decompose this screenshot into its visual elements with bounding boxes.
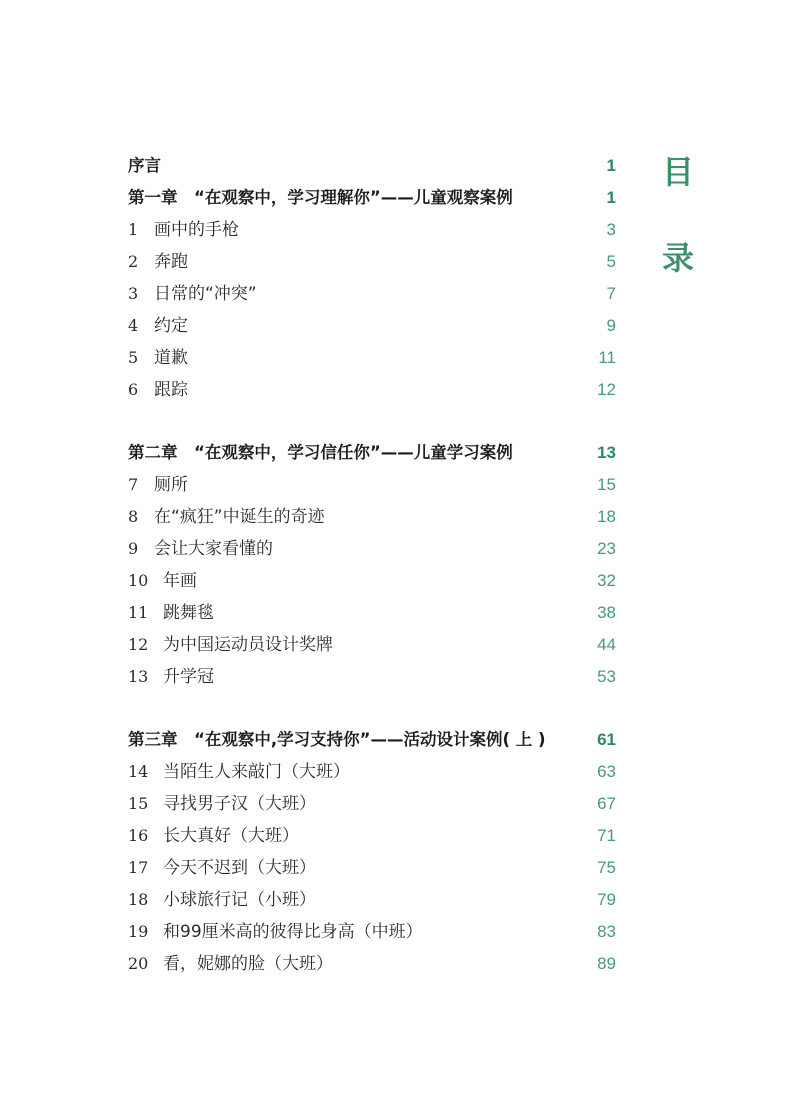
toc-item-number: 15 bbox=[128, 794, 149, 813]
toc-page-number: 67 bbox=[597, 794, 616, 813]
toc-heading-chapter-2[interactable] bbox=[128, 437, 628, 469]
toc-item-number: 8 bbox=[128, 507, 139, 526]
toc-page-number: 1 bbox=[606, 156, 616, 175]
toc-item-title: 会让大家看懂的 bbox=[154, 539, 273, 559]
toc-heading-title: 序言 bbox=[128, 156, 161, 175]
toc-item-title: 寻找男子汉（大班） bbox=[163, 794, 316, 814]
toc-item[interactable] bbox=[128, 278, 628, 310]
toc-item-number: 3 bbox=[128, 284, 139, 303]
toc-page-number: 11 bbox=[598, 348, 616, 367]
toc-item-title: 奔跑 bbox=[154, 252, 188, 272]
toc-page-number: 32 bbox=[597, 571, 616, 590]
toc-page-number: 71 bbox=[597, 826, 616, 845]
toc-page-number: 63 bbox=[597, 762, 616, 781]
toc-item-number: 1 bbox=[128, 220, 139, 239]
toc-item-number: 13 bbox=[128, 667, 149, 686]
toc-item-title: 日常的“冲突” bbox=[154, 284, 257, 304]
toc-item-title: 小球旅行记（小班） bbox=[163, 890, 316, 910]
toc-item[interactable] bbox=[128, 948, 628, 980]
toc-item-title: 年画 bbox=[163, 571, 197, 591]
toc-item[interactable] bbox=[128, 820, 628, 852]
toc-item-title: 看，妮娜的脸（大班） bbox=[163, 954, 333, 974]
toc-item-title: 升学冠 bbox=[163, 667, 214, 687]
toc-item-title: 长大真好（大班） bbox=[163, 826, 299, 846]
toc-item[interactable] bbox=[128, 214, 628, 246]
toc-item-title: 画中的手枪 bbox=[154, 220, 239, 240]
toc-page-number: 3 bbox=[606, 220, 616, 239]
toc-item-title: 厕所 bbox=[154, 475, 188, 495]
toc-item-title: 跳舞毯 bbox=[163, 603, 214, 623]
toc-item-number: 9 bbox=[128, 539, 139, 558]
toc-page-number: 38 bbox=[597, 603, 616, 622]
toc-item[interactable] bbox=[128, 788, 628, 820]
table-of-contents bbox=[128, 150, 628, 980]
toc-item[interactable] bbox=[128, 629, 628, 661]
toc-item-number: 6 bbox=[128, 380, 139, 399]
toc-item-number: 4 bbox=[128, 316, 139, 335]
toc-item-number: 20 bbox=[128, 954, 149, 973]
toc-item-number: 10 bbox=[128, 571, 149, 590]
toc-item[interactable] bbox=[128, 246, 628, 278]
toc-item-title: 当陌生人来敲门（大班） bbox=[163, 762, 350, 782]
toc-heading-chapter-1[interactable] bbox=[128, 182, 628, 214]
toc-item[interactable] bbox=[128, 597, 628, 629]
toc-page-number: 53 bbox=[597, 667, 616, 686]
toc-item[interactable] bbox=[128, 661, 628, 693]
toc-item-number: 19 bbox=[128, 922, 149, 941]
toc-item[interactable] bbox=[128, 565, 628, 597]
toc-page-number: 79 bbox=[597, 890, 616, 909]
toc-item[interactable] bbox=[128, 469, 628, 501]
toc-page-number: 61 bbox=[597, 730, 616, 749]
toc-item-number: 18 bbox=[128, 890, 149, 909]
toc-item-number: 11 bbox=[128, 603, 149, 622]
toc-page-number: 5 bbox=[606, 252, 616, 271]
toc-side-title-char-2: 录 bbox=[662, 239, 695, 277]
toc-item-number: 2 bbox=[128, 252, 139, 271]
toc-item[interactable] bbox=[128, 756, 628, 788]
toc-page-number: 1 bbox=[606, 188, 616, 207]
toc-item-number: 12 bbox=[128, 635, 149, 654]
toc-page-number: 18 bbox=[597, 507, 616, 526]
toc-item-title: 在“疯狂”中诞生的奇迹 bbox=[154, 507, 325, 527]
toc-item[interactable] bbox=[128, 852, 628, 884]
toc-page-number: 89 bbox=[597, 954, 616, 973]
toc-side-title-char-1: 目 bbox=[662, 153, 695, 191]
toc-page-number: 7 bbox=[606, 284, 616, 303]
toc-page-number: 75 bbox=[597, 858, 616, 877]
toc-item[interactable] bbox=[128, 533, 628, 565]
toc-item-title: 道歉 bbox=[154, 348, 188, 368]
toc-heading-preface[interactable] bbox=[128, 150, 628, 182]
toc-item-title: 今天不迟到（大班） bbox=[163, 858, 316, 878]
toc-item-number: 5 bbox=[128, 348, 139, 367]
toc-item[interactable] bbox=[128, 342, 628, 374]
toc-item-title: 为中国运动员设计奖牌 bbox=[163, 635, 333, 655]
toc-item-number: 14 bbox=[128, 762, 149, 781]
toc-item-title: 跟踪 bbox=[154, 380, 188, 400]
toc-item[interactable] bbox=[128, 374, 628, 406]
toc-item-title: 和99厘米高的彼得比身高（中班） bbox=[163, 922, 423, 942]
toc-page-number: 23 bbox=[597, 539, 616, 558]
toc-item[interactable] bbox=[128, 501, 628, 533]
toc-page-number: 9 bbox=[606, 316, 616, 335]
toc-heading-title: 第一章 “在观察中，学习理解你”——儿童观察案例 bbox=[128, 188, 513, 207]
toc-item[interactable] bbox=[128, 310, 628, 342]
toc-page-number: 12 bbox=[597, 380, 616, 399]
toc-item[interactable] bbox=[128, 884, 628, 916]
toc-heading-title: 第二章 “在观察中，学习信任你”——儿童学习案例 bbox=[128, 443, 513, 462]
toc-page-number: 15 bbox=[597, 475, 616, 494]
section-gap bbox=[128, 406, 628, 437]
toc-page-number: 13 bbox=[597, 443, 616, 462]
toc-heading-chapter-3[interactable] bbox=[128, 724, 628, 756]
toc-page-number: 83 bbox=[597, 922, 616, 941]
toc-heading-title: 第三章 “在观察中,学习支持你”——活动设计案例( 上 ) bbox=[128, 730, 546, 749]
section-gap bbox=[128, 693, 628, 724]
toc-item[interactable] bbox=[128, 916, 628, 948]
toc-item-number: 16 bbox=[128, 826, 149, 845]
toc-item-title: 约定 bbox=[154, 316, 188, 336]
toc-item-number: 17 bbox=[128, 858, 149, 877]
toc-page-number: 44 bbox=[597, 635, 616, 654]
toc-item-number: 7 bbox=[128, 475, 139, 494]
